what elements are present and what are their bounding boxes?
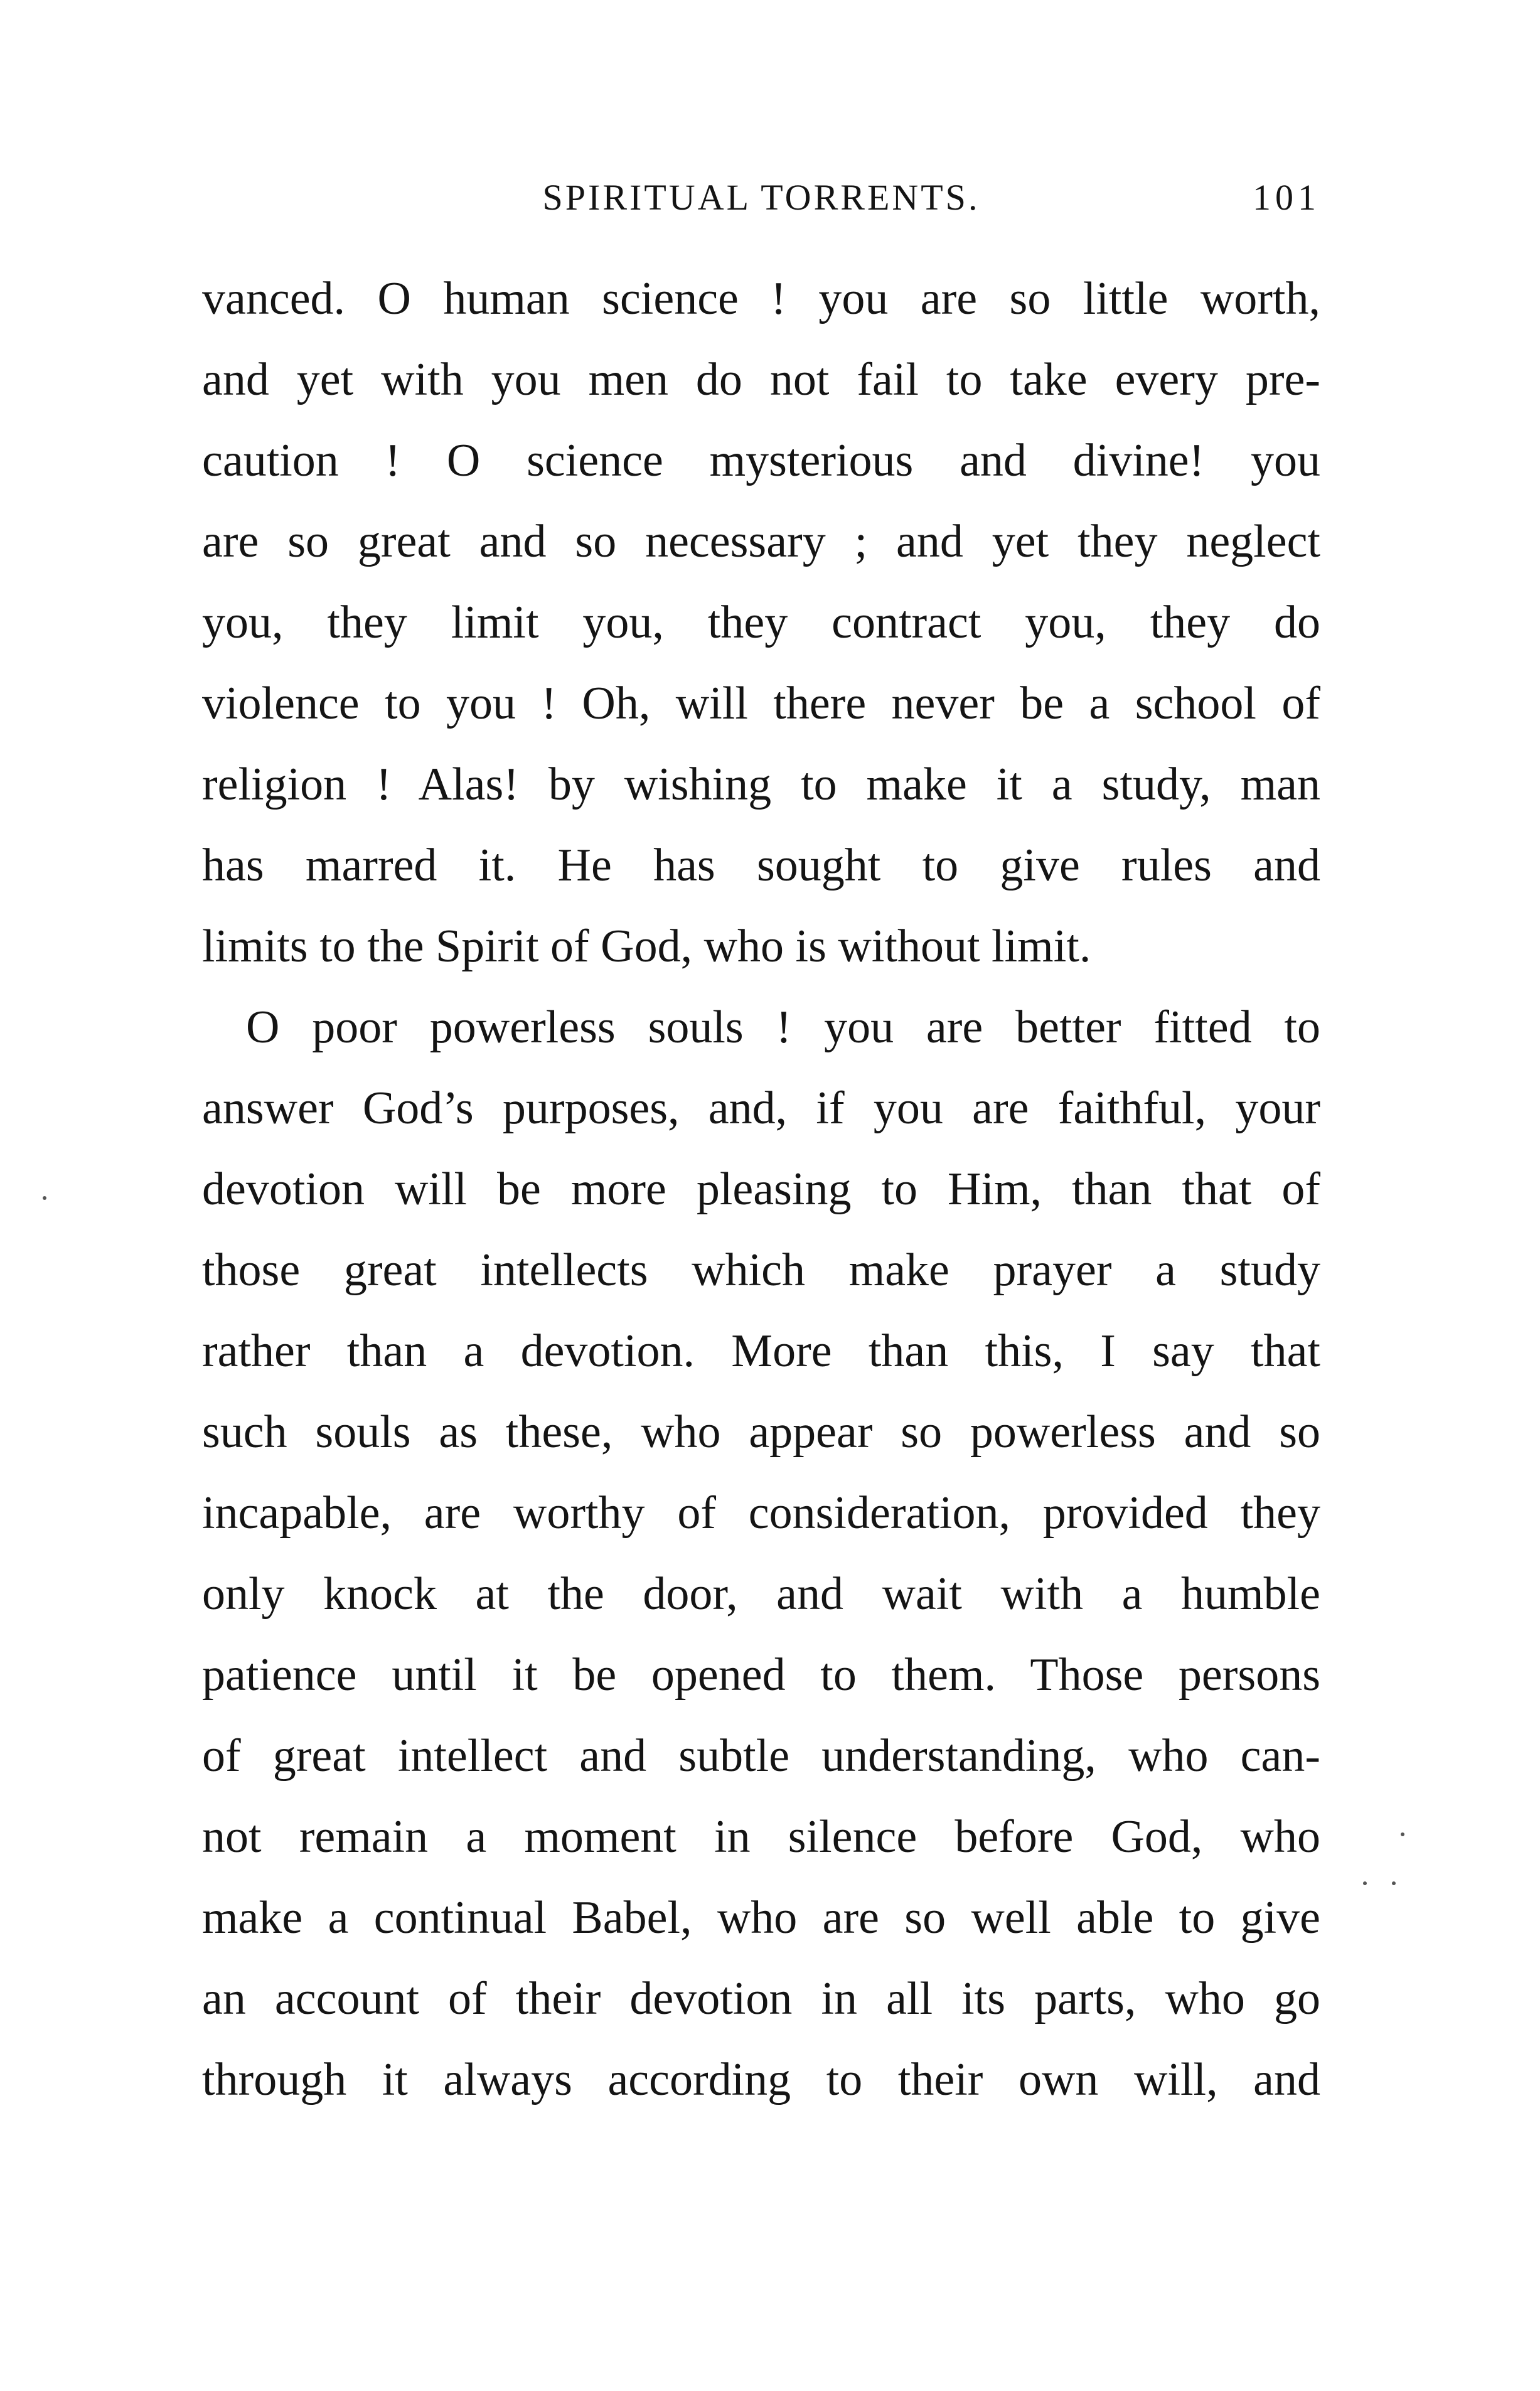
text-line: you, they limit you, they contract you, they do (202, 597, 1320, 648)
page-number: 101 (1253, 177, 1320, 218)
text-line: answer God’s purposes, and, if you are faithful, your (202, 1083, 1320, 1134)
scan-speck (43, 1196, 46, 1200)
text-line: limits to the Spirit of God, who is without limit. (202, 921, 1091, 972)
text-line: and yet with you men do not fail to take every pre- (202, 354, 1320, 405)
body-text (202, 259, 1320, 2121)
running-head (202, 173, 1320, 223)
text-line: not remain a moment in silence before God, who (202, 1811, 1320, 1863)
text-line: O poor powerless souls ! you are better fitted to (246, 1002, 1320, 1053)
text-line: an account of their devotion in all its parts, who go (202, 1973, 1320, 2025)
text-line: religion ! Alas! by wishing to make it a study, man (202, 759, 1320, 810)
text-line: through it always according to their own will, and (202, 2054, 1320, 2105)
text-line: those great intellects which make prayer a study (202, 1244, 1320, 1296)
text-line: only knock at the door, and wait with a humble (202, 1568, 1320, 1620)
text-line: violence to you ! Oh, will there never be a school of (202, 678, 1320, 729)
running-title: SPIRITUAL TORRENTS. (542, 177, 980, 218)
text-line: such souls as these, who appear so powerless and so (202, 1406, 1320, 1458)
text-line: devotion will be more pleasing to Him, than that of (202, 1163, 1320, 1215)
text-line: patience until it be opened to them. Those persons (202, 1649, 1320, 1701)
scan-speck (1363, 1881, 1367, 1885)
scan-speck (1392, 1881, 1396, 1885)
text-line: has marred it. He has sought to give rules and (202, 840, 1320, 891)
text-line: make a continual Babel, who are so well able to give (202, 1892, 1320, 1944)
text-line: of great intellect and subtle understanding, who can- (202, 1730, 1320, 1782)
text-line: incapable, are worthy of consideration, provided they (202, 1487, 1320, 1539)
text-line: rather than a devotion. More than this, I say that (202, 1325, 1320, 1377)
text-line: vanced. O human science ! you are so little worth, (202, 273, 1320, 324)
text-line: caution ! O science mysterious and divine! you (202, 435, 1320, 486)
text-line: are so great and so necessary ; and yet they neglect (202, 516, 1320, 567)
scan-speck (1401, 1832, 1404, 1836)
